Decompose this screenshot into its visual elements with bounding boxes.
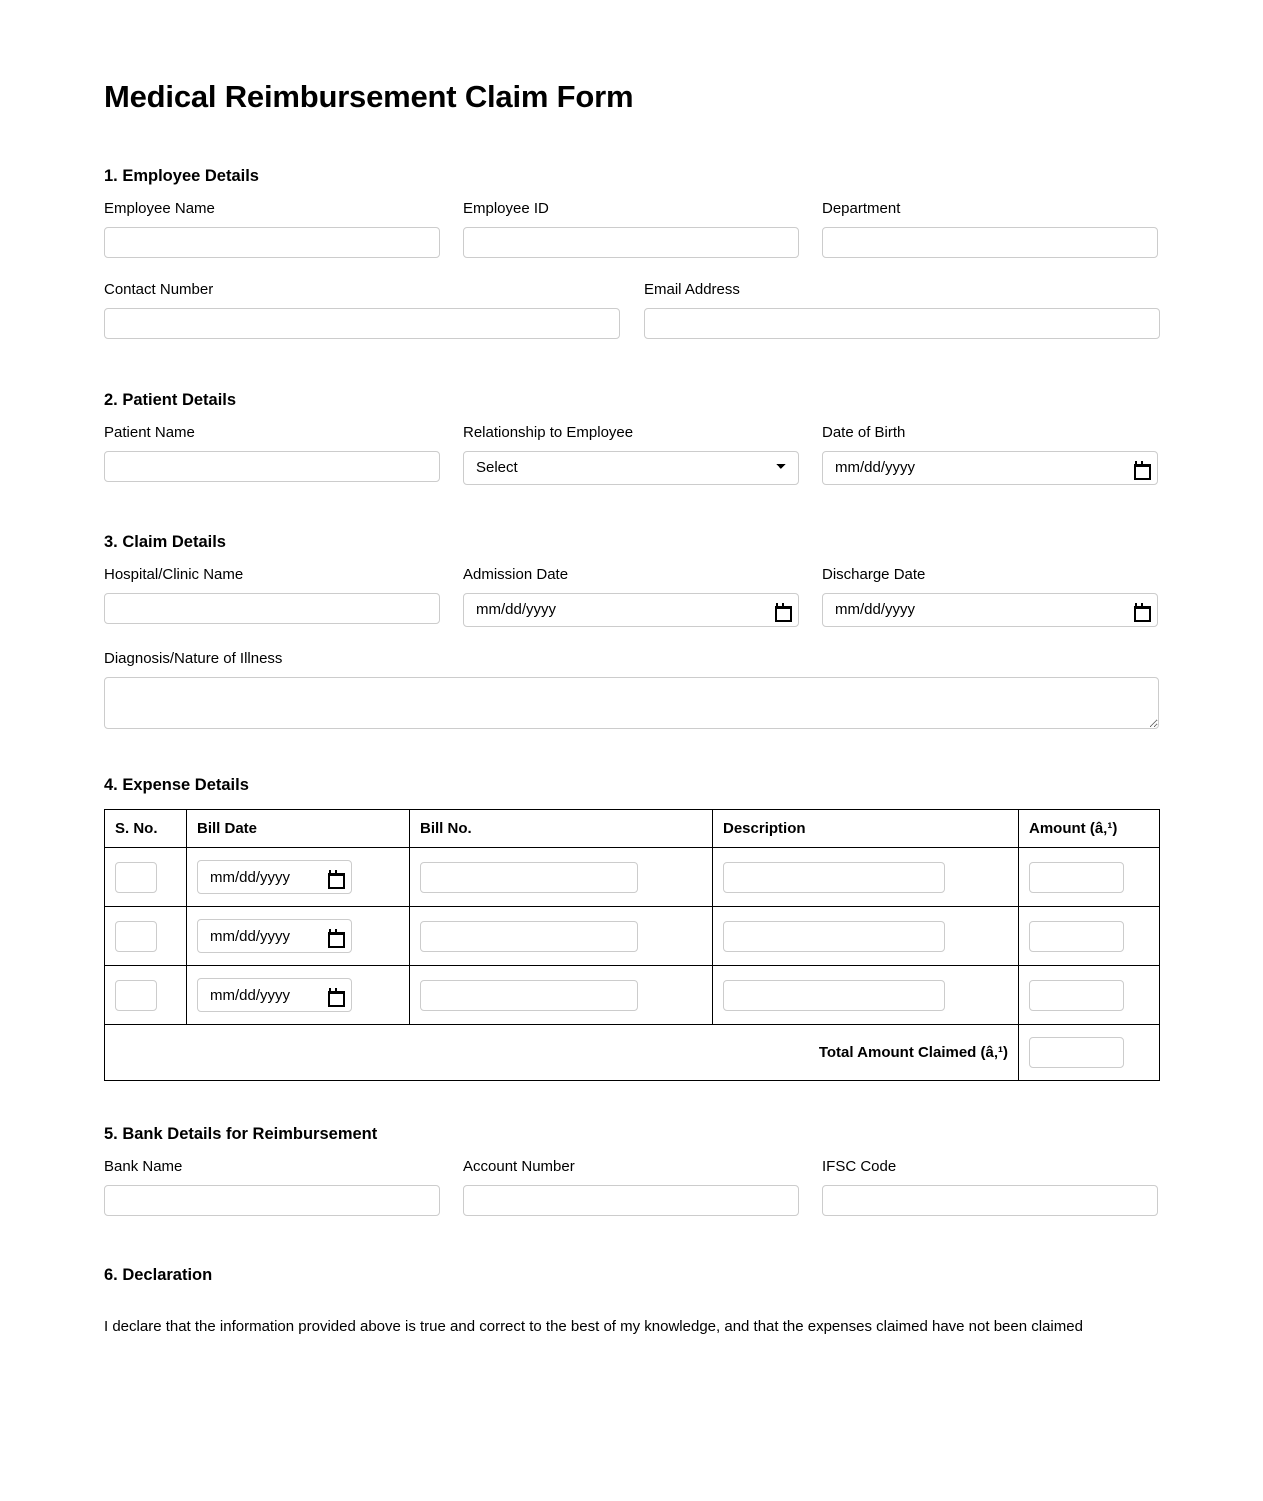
row-2-amount-input[interactable] bbox=[1029, 921, 1124, 952]
label-relationship: Relationship to Employee bbox=[463, 423, 634, 441]
cell-bill-no bbox=[410, 848, 713, 907]
row-3-bill-date-input[interactable] bbox=[197, 978, 352, 1012]
cell-bill-no bbox=[410, 907, 713, 966]
row-3-description-input[interactable] bbox=[723, 980, 945, 1011]
patient-name-input[interactable] bbox=[104, 451, 440, 482]
field-employee-id bbox=[463, 199, 799, 258]
cell-total-amount bbox=[1019, 1025, 1160, 1081]
claim-row-1 bbox=[104, 565, 1159, 627]
label-department: Department bbox=[822, 199, 901, 217]
table-row bbox=[105, 966, 1160, 1025]
column-header-description: Description bbox=[713, 810, 1019, 848]
row-1-bill-date-placeholder: mm/dd/yyyy bbox=[210, 868, 291, 886]
section-claim-details bbox=[104, 533, 1159, 729]
section-heading-claim: 3. Claim Details bbox=[104, 532, 226, 551]
table-row bbox=[105, 848, 1160, 907]
section-heading-employee: 1. Employee Details bbox=[104, 167, 259, 186]
field-hospital-name bbox=[104, 565, 440, 627]
label-hospital-name: Hospital/Clinic Name bbox=[104, 565, 244, 583]
field-email-address bbox=[644, 280, 1160, 339]
ifsc-code-input[interactable] bbox=[822, 1185, 1158, 1216]
table-total-row bbox=[105, 1025, 1160, 1081]
label-contact-number: Contact Number bbox=[104, 280, 214, 298]
label-diagnosis: Diagnosis/Nature of Illness bbox=[104, 649, 283, 667]
admission-date-input[interactable] bbox=[463, 593, 799, 627]
row-2-sno-input[interactable] bbox=[115, 921, 157, 952]
row-1-bill-no-input[interactable] bbox=[420, 862, 638, 893]
row-3-amount-input[interactable] bbox=[1029, 980, 1124, 1011]
claim-row-2 bbox=[104, 649, 1159, 729]
column-header-bill-no: Bill No. bbox=[410, 810, 713, 848]
cell-bill-date bbox=[187, 848, 410, 907]
label-date-of-birth: Date of Birth bbox=[822, 423, 906, 441]
table-row bbox=[105, 907, 1160, 966]
admission-date-placeholder: mm/dd/yyyy bbox=[476, 601, 557, 619]
diagnosis-textarea[interactable] bbox=[104, 677, 1159, 729]
field-patient-name bbox=[104, 423, 440, 485]
label-employee-name: Employee Name bbox=[104, 199, 215, 217]
date-of-birth-input[interactable] bbox=[822, 451, 1158, 485]
section-declaration bbox=[104, 1266, 1159, 1337]
employee-row-2 bbox=[104, 280, 1159, 339]
cell-amount bbox=[1019, 907, 1160, 966]
cell-description bbox=[713, 966, 1019, 1025]
cell-sno bbox=[105, 848, 187, 907]
row-1-sno-input[interactable] bbox=[115, 862, 157, 893]
row-3-sno-input[interactable] bbox=[115, 980, 157, 1011]
field-relationship bbox=[463, 423, 799, 485]
field-date-of-birth bbox=[822, 423, 1158, 485]
row-2-description-input[interactable] bbox=[723, 921, 945, 952]
total-amount-input[interactable] bbox=[1029, 1037, 1124, 1068]
label-patient-name: Patient Name bbox=[104, 423, 195, 441]
page-title: Medical Reimbursement Claim Form bbox=[104, 79, 634, 114]
label-bank-name: Bank Name bbox=[104, 1158, 183, 1176]
calendar-icon[interactable] bbox=[1134, 603, 1147, 617]
row-3-bill-date-placeholder: mm/dd/yyyy bbox=[210, 986, 291, 1004]
contact-number-input[interactable] bbox=[104, 308, 620, 339]
declaration-text: I declare that the information provided above is true and correct to the best of my knowledge, and that the expenses claimed have not been claimed bbox=[104, 1317, 1083, 1335]
section-employee-details bbox=[104, 167, 1159, 339]
field-account-number bbox=[463, 1157, 799, 1216]
section-heading-bank: 5. Bank Details for Reimbursement bbox=[104, 1125, 378, 1144]
expense-table-head bbox=[105, 810, 1160, 848]
cell-bill-no bbox=[410, 966, 713, 1025]
hospital-name-input[interactable] bbox=[104, 593, 440, 624]
column-header-bill-date: Bill Date bbox=[187, 810, 410, 848]
calendar-icon[interactable] bbox=[775, 603, 788, 617]
employee-id-input[interactable] bbox=[463, 227, 799, 258]
label-ifsc-code: IFSC Code bbox=[822, 1158, 897, 1176]
cell-sno bbox=[105, 966, 187, 1025]
expense-table-body bbox=[105, 848, 1160, 1081]
label-account-number: Account Number bbox=[463, 1158, 575, 1176]
cell-sno bbox=[105, 907, 187, 966]
section-expense-details bbox=[104, 776, 1159, 1082]
cell-description bbox=[713, 848, 1019, 907]
cell-bill-date bbox=[187, 907, 410, 966]
employee-name-input[interactable] bbox=[104, 227, 440, 258]
table-header-row bbox=[105, 810, 1160, 848]
calendar-icon[interactable] bbox=[328, 870, 341, 884]
account-number-input[interactable] bbox=[463, 1185, 799, 1216]
patient-row-1 bbox=[104, 423, 1159, 485]
discharge-date-placeholder: mm/dd/yyyy bbox=[835, 601, 916, 619]
column-header-sno: S. No. bbox=[105, 810, 187, 848]
row-2-bill-no-input[interactable] bbox=[420, 921, 638, 952]
label-email-address: Email Address bbox=[644, 280, 740, 298]
field-diagnosis bbox=[104, 649, 1159, 729]
calendar-icon[interactable] bbox=[328, 929, 341, 943]
bank-row-1 bbox=[104, 1157, 1159, 1216]
label-employee-id: Employee ID bbox=[463, 199, 549, 217]
department-input[interactable] bbox=[822, 227, 1158, 258]
field-contact-number bbox=[104, 280, 620, 339]
cell-amount bbox=[1019, 966, 1160, 1025]
field-department bbox=[822, 199, 1158, 258]
section-heading-patient: 2. Patient Details bbox=[104, 390, 237, 409]
field-employee-name bbox=[104, 199, 440, 258]
calendar-icon[interactable] bbox=[1134, 461, 1147, 475]
relationship-select[interactable] bbox=[463, 451, 799, 485]
section-patient-details bbox=[104, 391, 1159, 485]
section-bank-details bbox=[104, 1125, 1159, 1216]
field-ifsc-code bbox=[822, 1157, 1158, 1216]
expense-table bbox=[104, 809, 1160, 1081]
field-admission-date bbox=[463, 565, 799, 627]
cell-amount bbox=[1019, 848, 1160, 907]
row-3-bill-no-input[interactable] bbox=[420, 980, 638, 1011]
column-header-amount: Amount (â‚¹) bbox=[1019, 810, 1160, 848]
calendar-icon[interactable] bbox=[328, 988, 341, 1002]
field-bank-name bbox=[104, 1157, 440, 1216]
discharge-date-input[interactable] bbox=[822, 593, 1158, 627]
row-2-bill-date-input[interactable] bbox=[197, 919, 352, 953]
section-heading-expense: 4. Expense Details bbox=[104, 775, 249, 794]
cell-bill-date bbox=[187, 966, 410, 1025]
employee-row-1 bbox=[104, 199, 1159, 258]
total-amount-label: Total Amount Claimed (â‚¹) bbox=[105, 1025, 1019, 1081]
label-admission-date: Admission Date bbox=[463, 565, 569, 583]
row-2-bill-date-placeholder: mm/dd/yyyy bbox=[210, 927, 291, 945]
bank-name-input[interactable] bbox=[104, 1185, 440, 1216]
row-1-description-input[interactable] bbox=[723, 862, 945, 893]
field-discharge-date bbox=[822, 565, 1158, 627]
row-1-amount-input[interactable] bbox=[1029, 862, 1124, 893]
date-of-birth-placeholder: mm/dd/yyyy bbox=[835, 459, 916, 477]
cell-description bbox=[713, 907, 1019, 966]
row-1-bill-date-input[interactable] bbox=[197, 860, 352, 894]
label-discharge-date: Discharge Date bbox=[822, 565, 926, 583]
section-heading-declaration: 6. Declaration bbox=[104, 1266, 213, 1285]
email-address-input[interactable] bbox=[644, 308, 1160, 339]
